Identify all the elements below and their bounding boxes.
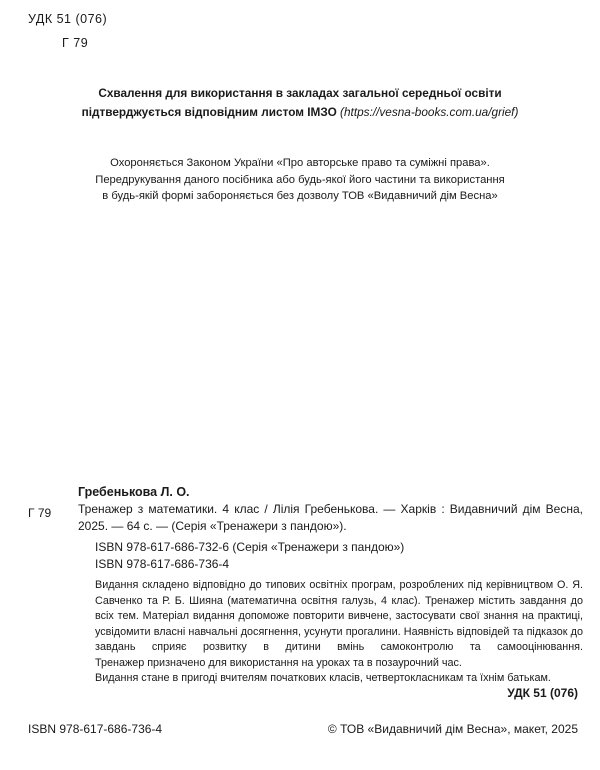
catalog-code-header: Г 79 — [62, 36, 89, 50]
card-catalog-code: Г 79 — [28, 506, 52, 520]
approval-notice — [40, 84, 560, 122]
footer-isbn: ISBN 978-617-686-736-4 — [28, 722, 163, 736]
annotation — [95, 578, 583, 687]
isbn-series: ISBN 978-617-686-732-6 (Серія «Тренажери з пандою») — [95, 540, 405, 554]
isbn-book: ISBN 978-617-686-736-4 — [95, 557, 230, 571]
udk-footer-card: УДК 51 (076) — [507, 686, 578, 700]
copyright-line-1: Охороняється Законом України «Про авторське право та суміжні права». — [110, 157, 490, 169]
approval-line-2-text: підтверджується відповідним листом ІМЗО — [81, 105, 341, 119]
annotation-paragraph-3: Видання стане в пригоді вчителям початкових класів, четвертокласникам та їхнім батькам. — [95, 672, 551, 684]
copyright-line-2: Передрукування даного посібника або будь-якої його частини та використання — [95, 173, 505, 186]
udk-header: УДК 51 (076) — [28, 12, 108, 26]
copyright-line-3: в будь-якій формі забороняється без дозволу ТОВ «Видавничий дім Весна» — [102, 190, 498, 202]
approval-line-2 — [40, 103, 560, 122]
annotation-paragraph-2: Тренажер призначено для використання на уроках та в позаурочний час. — [95, 656, 462, 669]
footer-publisher: © ТОВ «Видавничий дім Весна», макет, 2025 — [327, 722, 578, 736]
approval-line-1: Схвалення для використання в закладах загальної середньої освіти — [98, 86, 502, 100]
approval-link[interactable]: (https://vesna-books.com.ua/grief) — [340, 105, 519, 119]
author-name: Гребенькова Л. О. — [78, 485, 190, 499]
copyright-notice — [40, 155, 560, 205]
annotation-paragraph-1: Видання складено відповідно до типових освітніх програм, розроблених під керівництвом О. Я. Савченко та Р. Б. Шияна (математична освітня галузь, 4 клас). Тренажер містить завдання до всіх тем. Матеріал видання допоможе повторити вивчене, застосувати свої знання на практиці, усвідомити власні навчальні досягнення, усунути прогалини. Наявність відповідей та підказок до завдань сприяє розвитку в дитини вмінь самоконтролю та самооцінювання. — [95, 579, 583, 653]
bibliographic-description: Тренажер з математики. 4 клас / Лілія Гребенькова. — Харків : Видавничий дім Весна, 2025. — 64 с. — (Серія «Тренажери з пандою»). — [78, 502, 583, 533]
